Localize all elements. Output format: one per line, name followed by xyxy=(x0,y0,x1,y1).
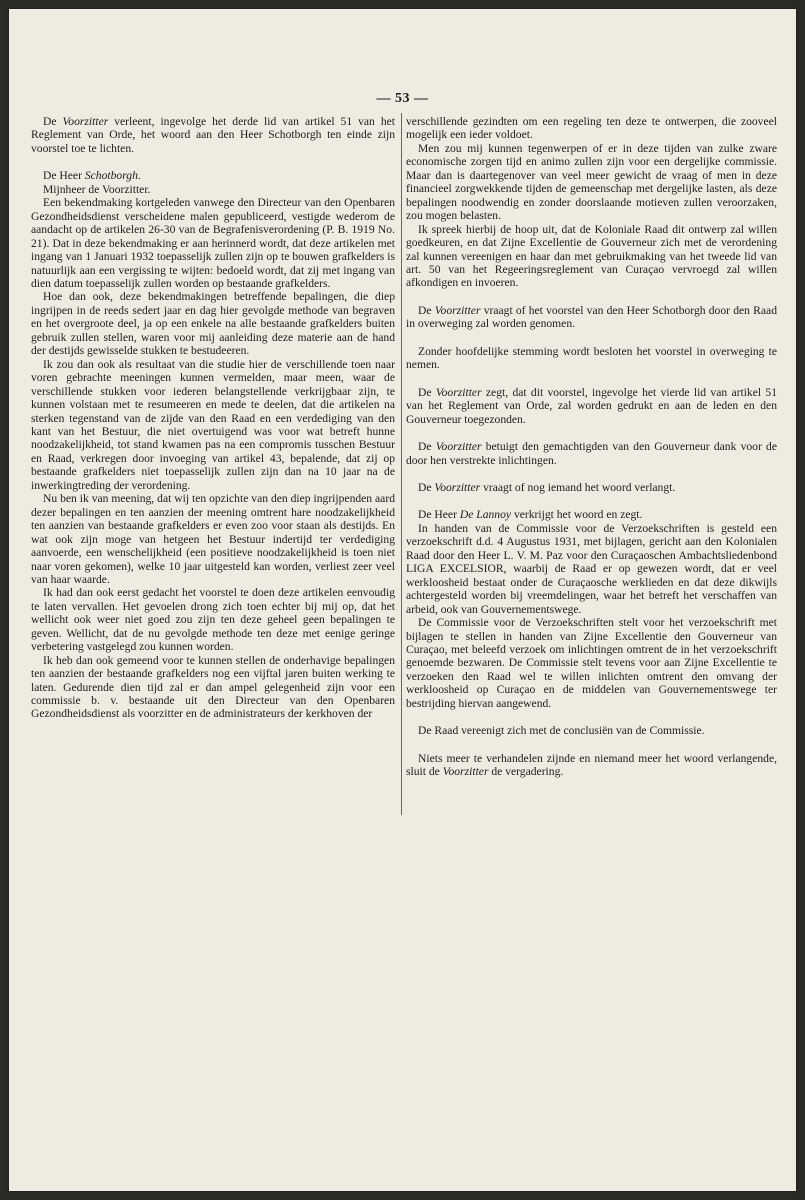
paragraph-text: verschillende gezindten om een regeling ten deze te ontwerpen, die zooveel mogelijk een ieder voldoet. xyxy=(406,115,777,142)
paragraph-text: De Heer xyxy=(43,169,85,183)
paragraph-text: De xyxy=(418,480,435,494)
paragraph xyxy=(406,345,777,372)
paragraph-text: Nu ben ik van meening, dat wij ten opzichte van den diep ingrijpenden aard dezer bepalingen en ten aanzien der meening omtrent hare noodzakelijkheid ten aanzien van bestaande grafkelders er even zoo voor staan als destijds. En wat ook zijn moge van hetgeen het Bestuur indertijd ter verdediging aanvoerde, een wenschelijkheid (een positieve noodzakelijkheid is toen niet naar voren gekomen), welke 10 jaar uitgesteld kan worden, verliest zeer veel van haar waarde. xyxy=(31,492,395,586)
paragraph xyxy=(31,358,395,493)
paragraph xyxy=(406,223,777,290)
paragraph xyxy=(406,481,777,494)
speaker-name: Voorzitter xyxy=(434,480,481,494)
paragraph-text: Ik heb dan ook gemeend voor te kunnen stellen de onderhavige bepalingen ten aanzien der bestaande grafkelders nog een vijftal jaren buiten werking te laten. Gedurende dien tijd zal er dan ampel gelegenheid zijn voor een commissie b. v. bestaande uit den Directeur van den Openbaren Gezondheidsdienst als voorzitter en de administrateurs der kerkhoven der xyxy=(31,653,395,721)
speaker-name: De Lannoy xyxy=(459,508,512,522)
paragraph-text: vraagt of nog iemand het woord verlangt. xyxy=(480,480,676,494)
paragraph-text: betuigt den gemachtigden van den Gouverneur dank voor de door hen verstrekte inlichtingen. xyxy=(406,440,778,467)
paragraph-text: De xyxy=(418,385,436,399)
paragraph-text: Men zou mij kunnen tegenwerpen of er in deze tijden van zulke zware economische zorgen tijd en animo zullen zijn voor een dergelijke commissie. Maar dan is daartegenover van veel meer gewicht de vraag of men in deze financieel zorgwekkende tijden de gemeenschap met dergelijke lasten, als deze bepalingen noodwendig en zonder doorslaande motieven zullen veroorzaken, zou mogen belasten. xyxy=(406,141,777,223)
paragraph-text: De xyxy=(418,440,436,454)
speaker-name: Voorzitter xyxy=(435,440,482,454)
speaker-name: Voorzitter xyxy=(434,303,481,317)
paragraph-text: de vergadering. xyxy=(488,765,564,779)
speaker-name: Voorzitter xyxy=(62,115,109,128)
paragraph xyxy=(31,169,395,182)
paragraph xyxy=(406,522,777,616)
paragraph xyxy=(31,492,395,586)
right-column xyxy=(406,115,777,779)
paragraph-text: De Commissie voor de Verzoekschriften stelt voor het verzoekschrift met bijlagen te stellen in handen van Zijne Excellentie den Gouverneur van Curaçao, met beleefd verzoek om inlichtingen omtrent de in het verzoekschrift genoemde bezwaren. De Commissie stelt tevens voor aan Zijne Excellentie te verzoeken den Raad wel te willen inlichten omtrent den omvang der werkloosheid op Curaçao en de middelen van Gouvernementswege ter bestrijding hiervan aangewend. xyxy=(406,616,777,710)
paragraph xyxy=(31,183,395,196)
paragraph-text: Niets meer te verhandelen zijnde en niemand meer het woord verlangende, sluit de xyxy=(406,751,777,779)
paragraph xyxy=(406,386,777,426)
paragraph-text: Ik had dan ook eerst gedacht het voorstel te doen deze artikelen eenvoudig te laten vervallen. Het gevoelen drong zich toen echter bij mij op, dat het wellicht ook weer niet goed zou zijn ten deze geheel geen bepalingen te geven. Wellicht, dat de nu gevolgde methode ten deze met eenige geringe verbetering vastgelegd zou kunnen worden. xyxy=(31,586,395,654)
speaker-name: Schotborgh xyxy=(84,169,138,183)
paragraph-text: Mijnheer de Voorzitter. xyxy=(43,182,151,196)
paragraph-text: . xyxy=(137,169,141,183)
paragraph xyxy=(406,304,777,331)
paragraph xyxy=(31,586,395,653)
paragraph xyxy=(406,616,777,710)
paragraph xyxy=(31,115,395,155)
paragraph xyxy=(406,115,777,142)
paragraph xyxy=(406,440,777,467)
paragraph-text: verkrijgt het woord en zegt. xyxy=(511,508,643,522)
document-page xyxy=(9,9,796,1191)
paragraph-text: Ik spreek hierbij de hoop uit, dat de Koloniale Raad dit ontwerp zal willen goedkeuren, en dat Zijne Excellentie de Gouverneur zich met de verordening zal kunnen vereenigen en haar dan met gebruikmaking van het tweede lid van art. 50 van het Regeeringsreglement van Curaçao vervroegd zal willen afkondigen en invoeren. xyxy=(406,222,777,290)
paragraph-text: Zonder hoofdelijke stemming wordt besloten het voorstel in overweging te nemen. xyxy=(406,344,777,372)
left-column xyxy=(31,115,395,721)
paragraph-text: Ik zou dan ook als resultaat van die studie hier de verschillende toen naar voren gebrachte meeningen kunnen vermelden, maar meen, waar de verschillende stukken voor iederen belangstellende verkrijgbaar zijn, te kunnen volstaan met te resumeeren en mede te deelen, dat die artikelen na sterken tegenstand van de zijde van den Raad en een verdediging van den kant van het Bestuur, die niet overtuigend was voor wat betreft hunne noodzakelijkheid, tot stand kwamen pas na een compromis tusschen Bestuur en Raad, verkregen door invoeging van artikel 43, bepalende, dat zij op bestaande grafkelders niet toepasselijk zullen zijn dan na 10 jaar na de inwerkingtreding der verordening. xyxy=(31,357,395,492)
column-divider xyxy=(401,113,402,815)
paragraph-text: zegt, dat dit voorstel, ingevolge het vierde lid van artikel 51 van het Reglement van Orde, zal worden gedrukt en aan de leden en den Gouverneur toegezonden. xyxy=(406,385,777,426)
paragraph xyxy=(406,508,777,521)
paragraph xyxy=(31,654,395,721)
speaker-name: Voorzitter xyxy=(435,385,482,399)
paragraph-text: vraagt of het voorstel van den Heer Schotborgh door den Raad in overweging zal worden genomen. xyxy=(406,303,777,331)
page-number: — 53 — xyxy=(376,91,429,106)
paragraph-text: In handen van de Commissie voor de Verzoekschriften is gesteld een verzoekschrift d.d. 4 Augustus 1931, met bijlagen, gericht aan den Kolonialen Raad door den Heer L. V. M. Paz voor den Curaçaoschen Ambachtsliedenbond LIGA EXCELSIOR, waarbij de Raad er op gewezen wordt, dat er veel werkloosheid bestaat onder de Curaçaosche werklieden en dat deze dikwijls achtergesteld worden bij vreemdelingen, waar het betreft het verschaffen van arbeid, ook van Gouvernementswege. xyxy=(406,521,777,616)
paragraph xyxy=(406,142,777,223)
paragraph xyxy=(406,724,777,737)
paragraph-text: De Raad vereenigt zich met de conclusiën van de Commissie. xyxy=(418,724,705,738)
paragraph xyxy=(31,196,395,290)
paragraph-text: verleent, ingevolge het derde lid van artikel 51 van het Reglement van Orde, het woord aan den Heer Schotborgh ten einde zijn voorstel toe te lichten. xyxy=(31,115,395,155)
paragraph-text: De xyxy=(43,115,63,128)
paragraph-text: De xyxy=(418,303,435,317)
paragraph-text: Hoe dan ook, deze bekendmakingen betreffende bepalingen, die diep ingrijpen in de reeds sedert jaar en dag hier gevolgde methode van begraven en het overgroote deel, ja op een enkele na alle bestaande grafkelders buiten gebruik zullen stellen, waren voor mij aanleiding deze materie aan de hand der destijds gewisselde stukken te bestudeeren. xyxy=(31,290,395,358)
paragraph xyxy=(406,752,777,779)
paragraph-text: Een bekendmaking kortgeleden vanwege den Directeur van den Openbaren Gezondheidsdienst verscheidene malen gepubliceerd, vestigde wederom de aandacht op de artikelen 26-30 van de Begrafenisverordening (P. B. 1919 No. 21). Dat in deze bekendmaking er aan herinnerd wordt, dat deze artikelen met ingang van 1 Januari 1932 toepasselijk zullen zijn op te bouwen grafkelders is natuurlijk aan een vergissing te wijten: bedoeld wordt, dat zij met ingang van dien datum toepasselijk zullen worden op bestaande grafkelders. xyxy=(31,196,395,290)
speaker-name: Voorzitter xyxy=(442,765,489,779)
paragraph xyxy=(31,290,395,357)
paragraph-text: De Heer xyxy=(418,508,460,522)
